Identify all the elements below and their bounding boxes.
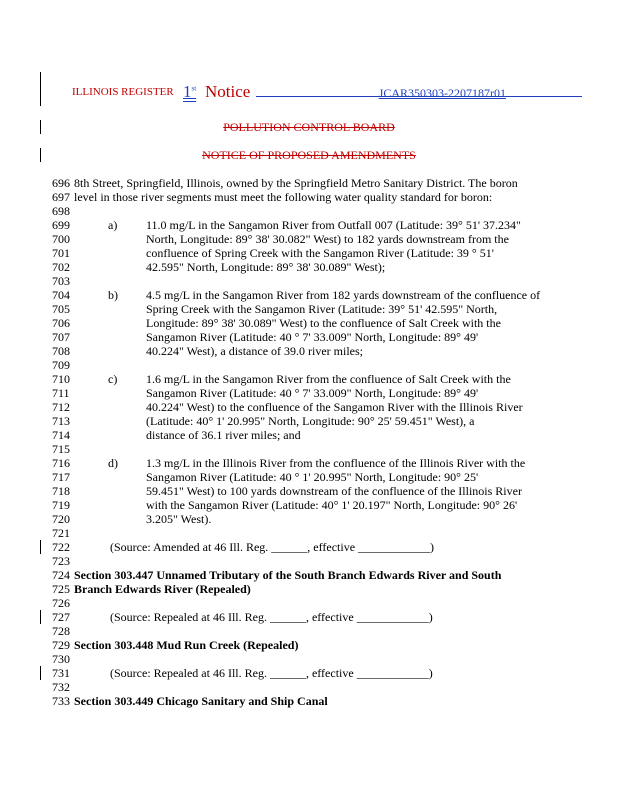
document-line (52, 610, 612, 624)
item-label: b) (108, 288, 118, 302)
line-number: 716 (52, 456, 70, 470)
document-line (52, 470, 612, 484)
agency-title: POLLUTION CONTROL BOARD (223, 120, 395, 134)
document-line (52, 526, 612, 540)
source-note: (Source: Repealed at 46 Ill. Reg. ______, effective ____________) (110, 666, 433, 680)
line-number: 722 (52, 540, 70, 554)
line-number: 731 (52, 666, 70, 680)
document-line (52, 484, 612, 498)
document-line (52, 582, 612, 596)
document-line (52, 512, 612, 526)
document-line (52, 428, 612, 442)
document-line (52, 596, 612, 610)
document-line (52, 358, 612, 372)
change-bar (40, 72, 41, 106)
source-note: (Source: Amended at 46 Ill. Reg. ______, effective ____________) (110, 540, 435, 554)
line-number: 720 (52, 512, 70, 526)
document-line (52, 372, 612, 386)
line-number: 702 (52, 260, 70, 274)
document-line (52, 540, 612, 554)
line-number: 718 (52, 484, 70, 498)
section-heading: Branch Edwards River (Repealed) (74, 582, 251, 596)
change-bar (40, 610, 41, 624)
item-label: d) (108, 456, 118, 470)
line-text: 40.224" West) to the confluence of the Sangamon River with the Illinois River (146, 400, 523, 414)
line-text: Spring Creek with the Sangamon River (Latitude: 39° 51' 42.595" North, (146, 302, 498, 316)
line-number: 708 (52, 344, 70, 358)
document-line (52, 288, 612, 302)
document-line (52, 400, 612, 414)
document-line (52, 302, 612, 316)
document-line (52, 232, 612, 246)
notice-title: NOTICE OF PROPOSED AMENDMENTS (202, 148, 416, 162)
line-text: North, Longitude: 89° 38' 30.082" West) to 182 yards downstream from the (146, 232, 509, 246)
line-number: 700 (52, 232, 70, 246)
line-number: 706 (52, 316, 70, 330)
line-number: 696 (52, 176, 70, 190)
document-line (52, 498, 612, 512)
document-line (52, 218, 612, 232)
line-text: 59.451" West) to 100 yards downstream of the confluence of the Illinois River (146, 484, 522, 498)
line-number: 732 (52, 680, 70, 694)
line-number: 713 (52, 414, 70, 428)
document-line (52, 442, 612, 456)
page-header (72, 84, 592, 106)
issue-number: 1st (183, 82, 197, 101)
document-line (52, 638, 612, 652)
document-line (52, 260, 612, 274)
line-text: 42.595" North, Longitude: 89° 38' 30.089" West); (146, 260, 386, 274)
section-heading: Section 303.447 Unnamed Tributary of the South Branch Edwards River and South (74, 568, 502, 582)
document-line (52, 190, 612, 204)
document-code: JCAR350303-2207187r01 (378, 86, 506, 100)
line-number: 721 (52, 526, 70, 540)
line-number: 730 (52, 652, 70, 666)
document-line (52, 694, 612, 708)
line-number: 699 (52, 218, 70, 232)
line-number: 710 (52, 372, 70, 386)
line-number: 697 (52, 190, 70, 204)
line-number: 733 (52, 694, 70, 708)
line-number: 703 (52, 274, 70, 288)
change-bar (40, 540, 41, 554)
section-heading: Section 303.449 Chicago Sanitary and Ship Canal (74, 694, 328, 708)
line-number: 729 (52, 638, 70, 652)
line-number: 717 (52, 470, 70, 484)
document-line (52, 274, 612, 288)
line-number: 724 (52, 568, 70, 582)
line-number: 698 (52, 204, 70, 218)
document-line (52, 456, 612, 470)
line-number: 726 (52, 596, 70, 610)
line-text: (Latitude: 40° 1' 20.995" North, Longitude: 90° 25' 59.451" West), a (146, 414, 475, 428)
change-bar (40, 666, 41, 680)
register-label: ILLINOIS REGISTER (72, 86, 174, 98)
line-number: 723 (52, 554, 70, 568)
document-line (52, 176, 612, 190)
document-line (52, 414, 612, 428)
line-text: 1.6 mg/L in the Sangamon River from the confluence of Salt Creek with the (146, 372, 511, 386)
line-number: 728 (52, 624, 70, 638)
line-text: Sangamon River (Latitude: 40 ° 7' 33.009" North, Longitude: 89° 49' (146, 330, 479, 344)
item-label: c) (108, 372, 118, 386)
document-line (52, 316, 612, 330)
document-line (52, 568, 612, 582)
document-line (52, 246, 612, 260)
line-number: 727 (52, 610, 70, 624)
line-number: 712 (52, 400, 70, 414)
line-text: Sangamon River (Latitude: 40 ° 1' 20.995" North, Longitude: 90° 25' (146, 470, 479, 484)
line-text: 8th Street, Springfield, Illinois, owned by the Springfield Metro Sanitary District. The boron (74, 176, 518, 190)
line-text: with the Sangamon River (Latitude: 40° 1' 20.197" North, Longitude: 90° 26' (146, 498, 518, 512)
section-heading: Section 303.448 Mud Run Creek (Repealed) (74, 638, 299, 652)
document-line (52, 554, 612, 568)
line-text: level in those river segments must meet the following water quality standard for boron: (74, 190, 493, 204)
source-note: (Source: Repealed at 46 Ill. Reg. ______, effective ____________) (110, 610, 433, 624)
line-text: 1.3 mg/L in the Illinois River from the confluence of the Illinois River with the (146, 456, 526, 470)
document-line (52, 386, 612, 400)
line-number: 725 (52, 582, 70, 596)
line-number: 704 (52, 288, 70, 302)
document-line (52, 680, 612, 694)
line-number: 714 (52, 428, 70, 442)
line-number: 719 (52, 498, 70, 512)
document-line (52, 624, 612, 638)
document-line (52, 204, 612, 218)
line-number: 715 (52, 442, 70, 456)
line-number: 709 (52, 358, 70, 372)
line-number: 705 (52, 302, 70, 316)
line-text: distance of 36.1 river miles; and (146, 428, 301, 442)
line-number: 711 (52, 386, 70, 400)
document-line (52, 666, 612, 680)
document-line (52, 330, 612, 344)
line-text: 4.5 mg/L in the Sangamon River from 182 yards downstream of the confluence of (146, 288, 541, 302)
document-body (52, 176, 612, 708)
line-text: Sangamon River (Latitude: 40 ° 7' 33.009" North, Longitude: 89° 49' (146, 386, 479, 400)
line-number: 701 (52, 246, 70, 260)
line-number: 707 (52, 330, 70, 344)
notice-label: Notice (205, 82, 251, 101)
line-text: 3.205" West). (146, 512, 212, 526)
document-line (52, 652, 612, 666)
line-text: Longitude: 89° 38' 30.089" West) to the confluence of Salt Creek with the (146, 316, 501, 330)
line-text: 11.0 mg/L in the Sangamon River from Outfall 007 (Latitude: 39° 51' 37.234" (146, 218, 521, 232)
line-text: confluence of Spring Creek with the Sangamon River (Latitude: 39 ° 51' (146, 246, 494, 260)
item-label: a) (108, 218, 118, 232)
line-text: 40.224" West), a distance of 39.0 river miles; (146, 344, 363, 358)
document-line (52, 344, 612, 358)
